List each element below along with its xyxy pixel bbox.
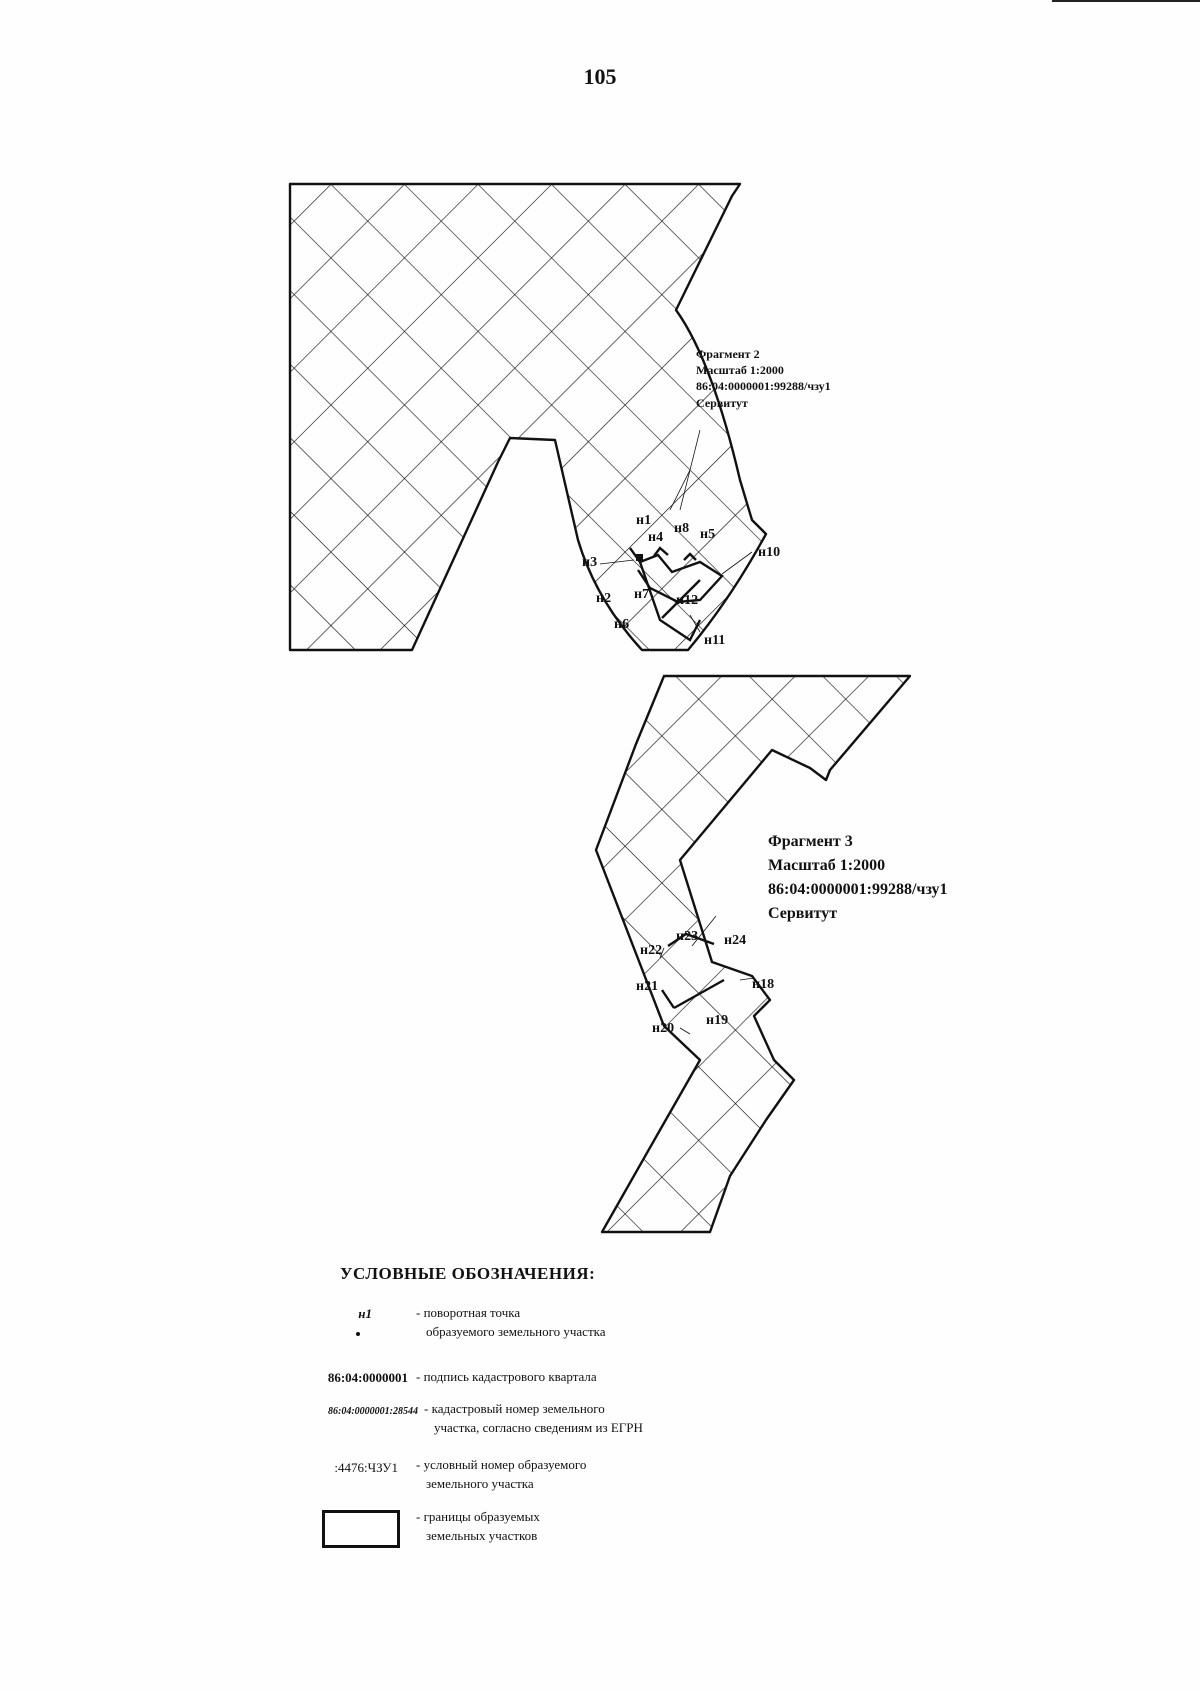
point-label-n20: н20 bbox=[652, 1021, 675, 1036]
fragment-2-map bbox=[290, 184, 780, 650]
legend-point-dot bbox=[356, 1332, 360, 1336]
point-label-n2: н2 bbox=[596, 591, 612, 606]
point-label-n3: н3 bbox=[582, 555, 598, 570]
fragment-3-caption bbox=[768, 830, 948, 926]
fragment-3-map bbox=[596, 676, 910, 1232]
point-label-n18: н18 bbox=[752, 977, 775, 992]
fragment-2-parcel-number: 86:04:0000001:99288/чзу1 bbox=[696, 379, 831, 394]
point-label-n6: н6 bbox=[614, 617, 630, 632]
page-number: 105 bbox=[583, 64, 617, 89]
fragment-2-scale: Масштаб 1:2000 bbox=[696, 363, 784, 378]
fragment-3-title: Фрагмент 3 bbox=[768, 833, 853, 850]
legend-desc-conditional-number: - условный номер образуемого земельного участка bbox=[416, 1457, 587, 1491]
point-label-n7: н7 bbox=[634, 587, 650, 602]
point-label-n21: н21 bbox=[636, 979, 659, 994]
point-label-n22: н22 bbox=[640, 943, 663, 958]
legend-symbol-turning-point: н1 bbox=[358, 1306, 372, 1321]
legend-symbol-quarter: 86:04:0000001 bbox=[327, 1370, 408, 1385]
fragment-3-type: Сервитут bbox=[768, 905, 838, 922]
fragment-3-parcel-number: 86:04:0000001:99288/чзу1 bbox=[768, 881, 948, 898]
point-label-n12: н12 bbox=[676, 593, 699, 608]
point-label-n11: н11 bbox=[704, 633, 726, 648]
legend-desc-turning-point: - поворотная точка образуемого земельного участка bbox=[416, 1305, 606, 1339]
legend-title: УСЛОВНЫЕ ОБОЗНАЧЕНИЯ: bbox=[340, 1264, 596, 1283]
point-label-n10: н10 bbox=[758, 545, 781, 560]
fragment-2-title: Фрагмент 2 bbox=[696, 347, 760, 361]
point-label-n8: н8 bbox=[674, 521, 690, 536]
fragment-2-type: Сервитут bbox=[696, 395, 748, 410]
point-label-n23: н23 bbox=[676, 929, 699, 944]
fragment-3-scale: Масштаб 1:2000 bbox=[768, 857, 886, 874]
legend-symbol-conditional-number: :4476:ЧЗУ1 bbox=[334, 1460, 398, 1475]
point-label-n1: н1 bbox=[636, 513, 652, 528]
point-label-n19: н19 bbox=[706, 1013, 729, 1028]
point-marker bbox=[636, 554, 643, 561]
legend-desc-quarter: - подпись кадастрового квартала bbox=[416, 1369, 597, 1384]
fragment-2-hatched-area bbox=[290, 184, 766, 650]
legend-symbol-cadastral-number: 86:04:0000001:28544 bbox=[328, 1406, 418, 1417]
legend-desc-boundaries: - границы образуемых земельных участков bbox=[416, 1509, 540, 1543]
legend-desc-cadastral-number: - кадастровый номер земельного участка, согласно сведениям из ЕГРН bbox=[424, 1401, 643, 1435]
fragment-2-caption bbox=[696, 346, 831, 411]
point-label-n5: н5 bbox=[700, 527, 716, 542]
point-label-n24: н24 bbox=[724, 933, 747, 948]
legend-symbol-boundary-box bbox=[322, 1510, 400, 1548]
point-label-n4: н4 bbox=[648, 530, 664, 545]
